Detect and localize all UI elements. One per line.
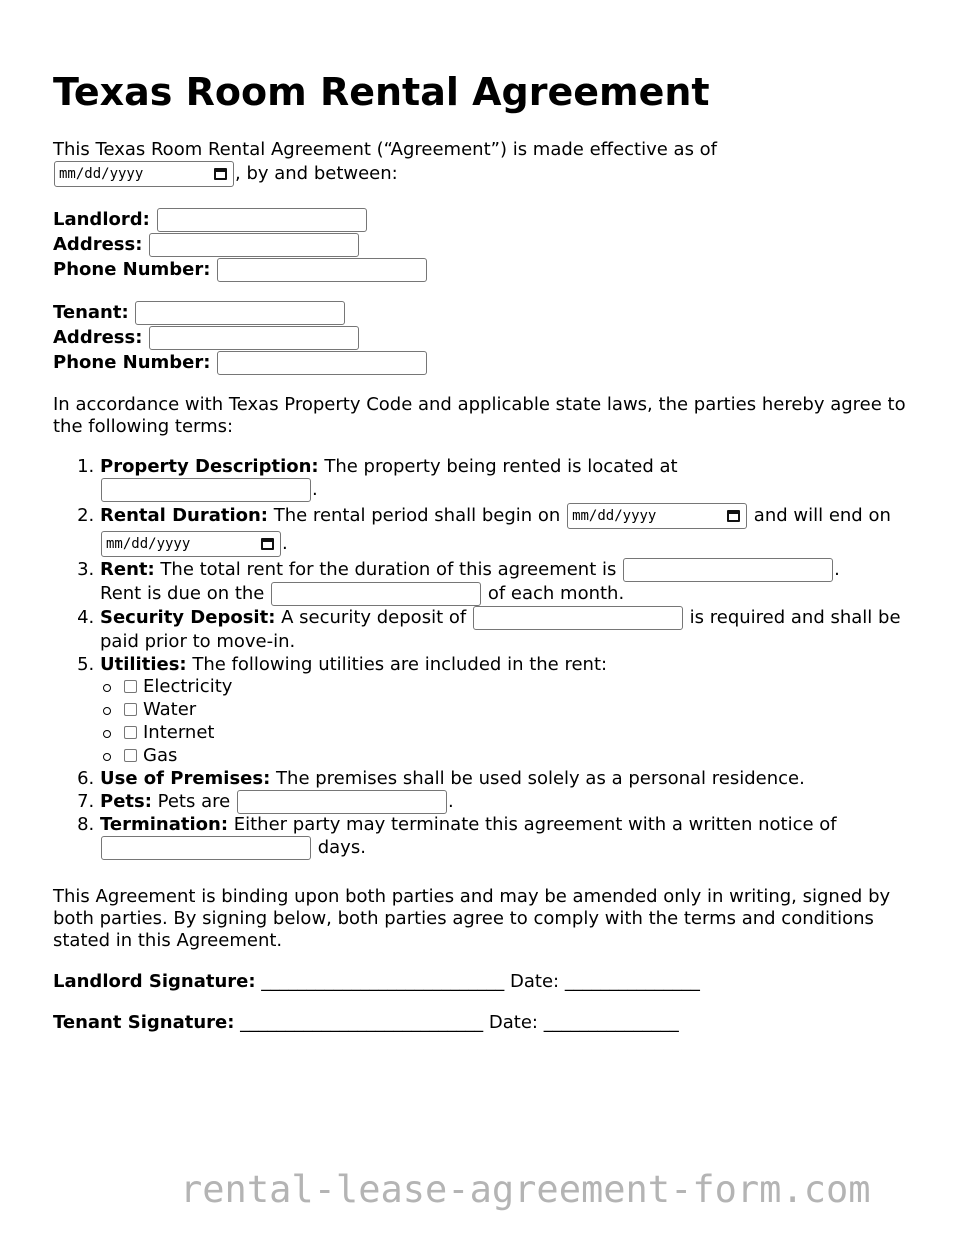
tenant-signature-line	[53, 1012, 679, 1034]
term-heading: Termination:	[100, 814, 229, 835]
term-text: is required and shall be paid prior to move-in.	[100, 607, 901, 652]
total-rent-input[interactable]	[623, 558, 833, 582]
term-property	[100, 456, 940, 502]
notice-days-input[interactable]	[101, 836, 311, 860]
electricity-checkbox[interactable]	[124, 680, 137, 693]
term-text: The premises shall be used solely as a personal residence.	[270, 768, 805, 789]
binding-paragraph: This Agreement is binding upon both parties and may be amended only in writing, signed by both parties. By signing below, both parties agree to comply with the terms and conditions stated in this Agreement.	[53, 886, 891, 951]
term-utilities	[100, 654, 940, 768]
term-text: The following utilities are included in the rent:	[186, 654, 608, 675]
tenant-phone-label: Phone Number:	[53, 352, 211, 373]
term-heading: Rent:	[100, 559, 155, 580]
term-text: Rent is due on the	[100, 583, 265, 604]
term-pets	[100, 790, 940, 814]
tenant-address-input[interactable]	[149, 326, 359, 350]
term-heading: Pets:	[100, 791, 152, 812]
utility-label: Internet	[143, 722, 215, 743]
security-deposit-input[interactable]	[473, 606, 683, 630]
term-text: The property being rented is located at	[318, 456, 678, 477]
tenant-phone-input[interactable]	[217, 351, 427, 375]
term-text: A security deposit of	[275, 607, 467, 628]
term-text: Either party may terminate this agreement with a written notice of	[228, 814, 837, 835]
utility-label: Gas	[143, 745, 178, 766]
intro-paragraph	[53, 139, 913, 187]
tenant-label: Tenant:	[53, 302, 129, 323]
landlord-address-input[interactable]	[149, 233, 359, 257]
term-punct: .	[282, 533, 288, 554]
landlord-label: Landlord:	[53, 209, 150, 230]
accordance-paragraph: In accordance with Texas Property Code and applicable state laws, the parties hereby agree to the following terms:	[53, 394, 906, 437]
water-checkbox[interactable]	[124, 703, 137, 716]
date-placeholder: mm/dd/yyyy	[572, 508, 657, 524]
signature-blank: ___________________________ Date: _______________	[255, 971, 700, 992]
term-duration	[100, 502, 940, 558]
calendar-icon[interactable]	[727, 510, 740, 522]
utility-item	[124, 676, 940, 699]
term-termination	[100, 814, 940, 860]
utility-item	[124, 745, 940, 768]
tenant-address-label: Address:	[53, 327, 143, 348]
date-placeholder: mm/dd/yyyy	[106, 536, 191, 552]
signature-blank: ___________________________ Date: _______________	[234, 1012, 679, 1033]
utility-item	[124, 699, 940, 722]
intro-text-end: , by and between:	[235, 163, 398, 184]
term-deposit	[100, 606, 940, 654]
utility-label: Water	[143, 699, 197, 720]
landlord-phone-input[interactable]	[217, 258, 427, 282]
calendar-icon[interactable]	[214, 168, 227, 180]
gas-checkbox[interactable]	[124, 749, 137, 762]
term-punct: .	[312, 479, 318, 500]
term-text: The rental period shall begin on	[268, 505, 561, 526]
term-text: days.	[312, 837, 366, 858]
end-date-input[interactable]	[101, 531, 281, 557]
term-punct: .	[834, 559, 840, 580]
term-text: and will end on	[748, 505, 891, 526]
calendar-icon[interactable]	[261, 538, 274, 550]
term-heading: Rental Duration:	[100, 505, 269, 526]
start-date-input[interactable]	[567, 503, 747, 529]
tenant-name-input[interactable]	[135, 301, 345, 325]
tenant-signature-label: Tenant Signature:	[53, 1012, 235, 1033]
landlord-signature-label: Landlord Signature:	[53, 971, 256, 992]
landlord-section	[53, 208, 428, 283]
internet-checkbox[interactable]	[124, 726, 137, 739]
term-text: The total rent for the duration of this agreement is	[154, 559, 617, 580]
property-address-input[interactable]	[101, 478, 311, 502]
term-premises	[100, 768, 940, 790]
term-heading: Property Description:	[100, 456, 319, 477]
tenant-section	[53, 301, 428, 376]
date-placeholder: mm/dd/yyyy	[59, 166, 144, 182]
effective-date-input[interactable]	[54, 161, 234, 187]
document-title: Texas Room Rental Agreement	[53, 70, 710, 114]
term-heading: Use of Premises:	[100, 768, 271, 789]
landlord-signature-line	[53, 971, 700, 993]
pets-input[interactable]	[237, 790, 447, 814]
landlord-name-input[interactable]	[157, 208, 367, 232]
term-punct: .	[447, 791, 454, 812]
term-rent	[100, 558, 940, 606]
landlord-phone-label: Phone Number:	[53, 259, 211, 280]
watermark: rental-lease-agreement-form.com	[180, 1168, 871, 1211]
utility-label: Electricity	[143, 676, 233, 697]
utilities-list	[100, 676, 940, 768]
term-text: of each month.	[482, 583, 625, 604]
utility-item	[124, 722, 940, 745]
intro-text: This Texas Room Rental Agreement (“Agreement”) is made effective as of	[53, 139, 718, 160]
term-heading: Utilities:	[100, 654, 187, 675]
term-heading: Security Deposit:	[100, 607, 276, 628]
landlord-address-label: Address:	[53, 234, 143, 255]
rent-due-day-input[interactable]	[271, 582, 481, 606]
term-text: Pets are	[151, 791, 231, 812]
terms-list	[53, 456, 940, 860]
